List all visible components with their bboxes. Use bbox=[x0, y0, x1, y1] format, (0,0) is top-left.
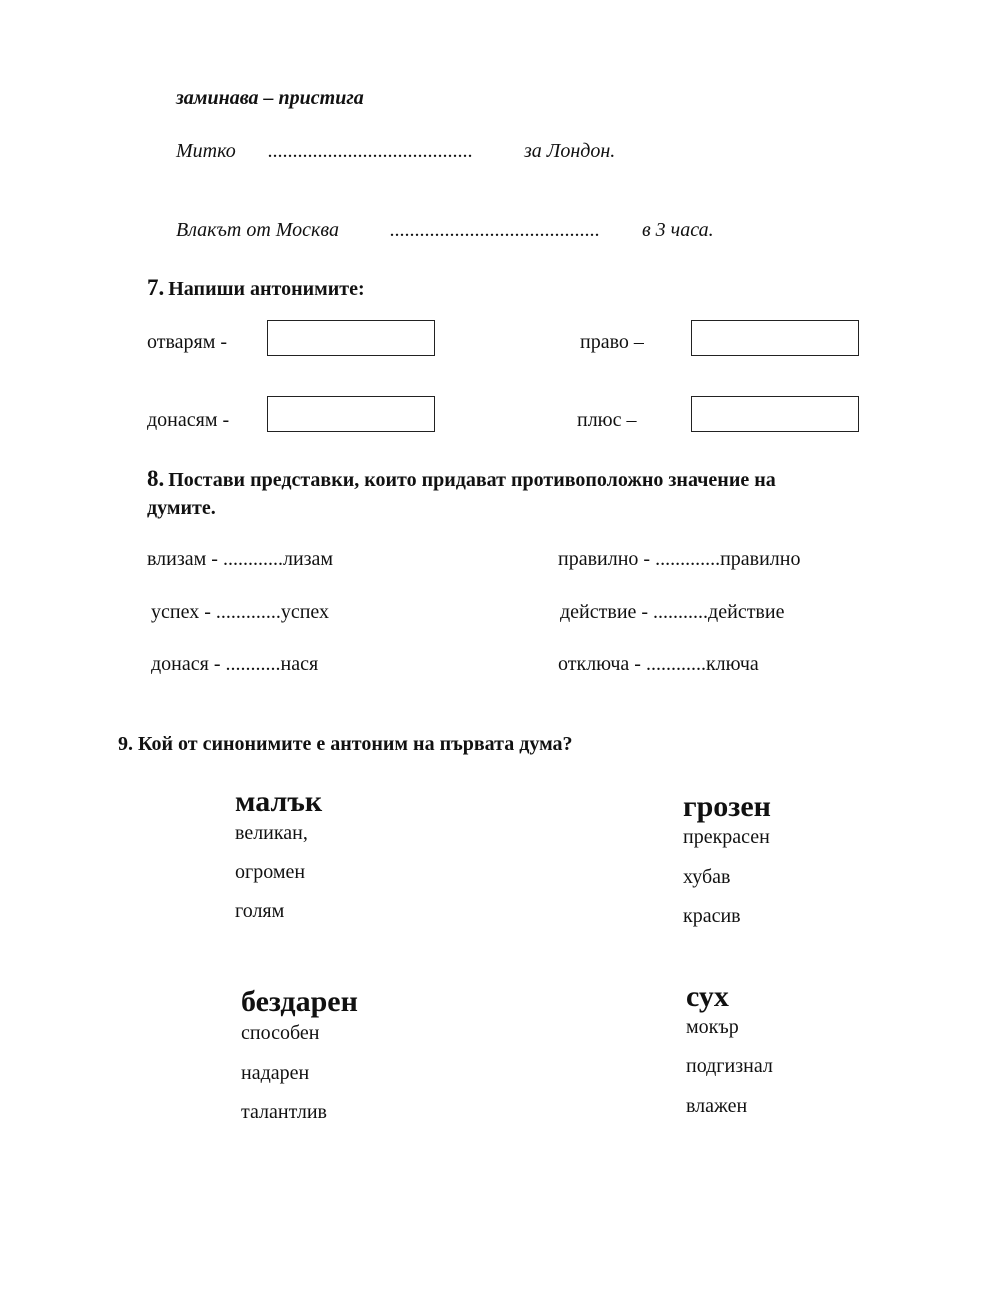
question-9-title: 9. Кой от синонимите е антоним на първата дума? bbox=[118, 733, 573, 755]
antonym-answer-box-4[interactable] bbox=[691, 396, 859, 432]
sentence-1-start: Митко bbox=[176, 140, 236, 162]
group-1-option-1[interactable]: великан, bbox=[235, 822, 308, 844]
antonym-word-4: плюс – bbox=[577, 409, 637, 431]
group-2-word: грозен bbox=[683, 790, 771, 823]
sentence-2-end: в 3 часа. bbox=[642, 219, 714, 241]
prefix-item-4[interactable]: действие - ...........действие bbox=[560, 601, 785, 623]
prefix-item-2[interactable]: правилно - .............правилно bbox=[558, 548, 801, 570]
group-1-option-3[interactable]: голям bbox=[235, 900, 285, 922]
group-4-word: сух bbox=[686, 980, 729, 1013]
sentence-2-start: Влакът от Москва bbox=[176, 219, 339, 241]
group-2-option-3[interactable]: красив bbox=[683, 905, 741, 927]
group-4-option-3[interactable]: влажен bbox=[686, 1095, 748, 1117]
antonym-answer-box-3[interactable] bbox=[267, 396, 435, 432]
antonym-answer-box-2[interactable] bbox=[691, 320, 859, 356]
group-3-option-2[interactable]: надарен bbox=[241, 1062, 310, 1084]
antonym-word-3: донасям - bbox=[147, 409, 230, 431]
group-4-option-2[interactable]: подгизнал bbox=[686, 1055, 773, 1077]
question-7-number: 7. bbox=[147, 275, 165, 300]
group-3-option-1[interactable]: способен bbox=[241, 1022, 320, 1044]
antonym-word-2: право – bbox=[580, 331, 644, 353]
prefix-item-1[interactable]: влизам - ............лизам bbox=[147, 548, 334, 570]
group-3-option-3[interactable]: талантлив bbox=[241, 1101, 327, 1123]
sentence-1-blank[interactable]: ......................................... bbox=[268, 140, 473, 162]
prefix-item-6[interactable]: отключа - ............ключа bbox=[558, 653, 759, 675]
group-2-option-1[interactable]: прекрасен bbox=[683, 826, 770, 848]
sentence-1-end: за Лондон. bbox=[524, 140, 616, 162]
antonym-word-1: отварям - bbox=[147, 331, 228, 353]
question-8-number: 8. bbox=[147, 466, 165, 491]
question-8-heading bbox=[147, 466, 776, 492]
group-2-option-2[interactable]: хубав bbox=[683, 866, 731, 888]
prefix-item-3[interactable]: успех - .............успех bbox=[151, 601, 330, 623]
question-8-title-line-1: Постави представки, които придават противоположно значение на bbox=[168, 469, 776, 491]
question-7-title: Напиши антонимите: bbox=[168, 278, 365, 300]
sentence-2-blank[interactable]: .......................................... bbox=[390, 219, 600, 241]
group-3-word: бездарен bbox=[241, 985, 358, 1018]
question-7-heading bbox=[147, 275, 365, 301]
question-8-title-line-2: думите. bbox=[147, 497, 216, 519]
prefix-item-5[interactable]: донася - ...........нася bbox=[151, 653, 319, 675]
group-1-option-2[interactable]: огромен bbox=[235, 861, 306, 883]
group-4-option-1[interactable]: мокър bbox=[686, 1016, 739, 1038]
word-pair-heading: заминава – пристига bbox=[176, 87, 364, 109]
antonym-answer-box-1[interactable] bbox=[267, 320, 435, 356]
group-1-word: малък bbox=[235, 785, 323, 818]
